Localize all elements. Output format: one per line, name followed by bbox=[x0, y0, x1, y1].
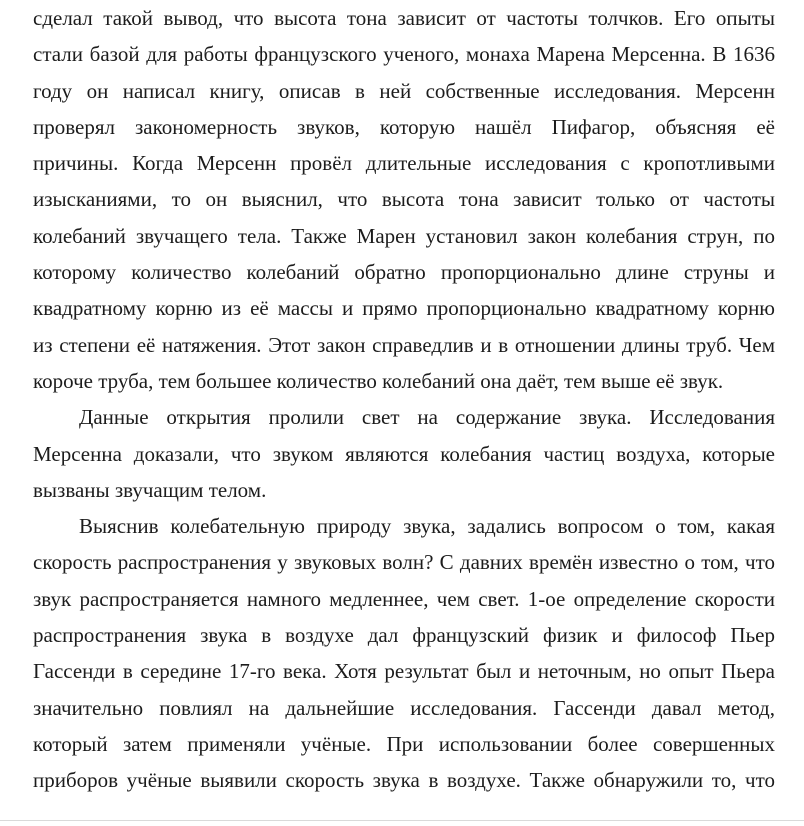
text-line: Мерсенна доказали, что звуком являются колебания частиц воздуха, которые bbox=[33, 441, 775, 466]
text-line: который затем применяли учёные. При использовании более совершенных bbox=[33, 731, 775, 756]
text-line: проверял закономерность звуков, которую нашёл Пифагор, объясняя её bbox=[33, 114, 775, 139]
text-line: приборов учёные выявили скорость звука в воздухе. Также обнаружили то, что bbox=[33, 768, 775, 793]
text-line: значительно повлиял на дальнейшие исследования. Гассенди давал метод, bbox=[33, 695, 775, 720]
text-line: звук распространяется намного медленнее, чем свет. 1-ое определение скорости bbox=[33, 586, 775, 611]
text-line: году он написал книгу, описав в ней собственные исследования. Мерсенн bbox=[33, 78, 775, 103]
text-line: причины. Когда Мерсенн провёл длительные исследования с кропотливыми bbox=[33, 151, 775, 176]
text-line: скорость распространения у звуковых волн? С давних времён известно о том, что bbox=[33, 550, 775, 575]
text-line: из степени её натяжения. Этот закон справедлив и в отношении длины труб. Чем bbox=[33, 332, 775, 357]
text-line: распространения звука в воздухе дал французский физик и философ Пьер bbox=[33, 623, 775, 648]
paragraph-mersenne bbox=[33, 0, 775, 399]
text-line: изысканиями, то он выяснил, что высота тона зависит только от частоты bbox=[33, 187, 775, 212]
text-line: вызваны звучащим телом. bbox=[33, 477, 267, 502]
text-line: короче труба, тем большее количество колебаний она даёт, тем выше её звук. bbox=[33, 368, 724, 393]
text-line: Выяснив колебательную природу звука, задались вопросом о том, какая bbox=[79, 514, 775, 539]
text-line: сделал такой вывод, что высота тона зависит от частоты толчков. Его опыты bbox=[33, 6, 775, 30]
text-line: Данные открытия пролили свет на содержание звука. Исследования bbox=[79, 405, 775, 430]
text-line: стали базой для работы французского ученого, монаха Марена Мерсенна. В 1636 bbox=[33, 42, 775, 67]
page-bottom-divider bbox=[0, 820, 804, 821]
text-line: которому количество колебаний обратно пропорционально длине струны и bbox=[33, 260, 775, 285]
document-page bbox=[33, 0, 775, 799]
text-line: колебаний звучащего тела. Также Марен установил закон колебания струн, по bbox=[33, 223, 775, 248]
text-line: квадратному корню из её массы и прямо пропорционально квадратному корню bbox=[33, 296, 775, 321]
text-line: Гассенди в середине 17-го века. Хотя результат был и неточным, но опыт Пьера bbox=[33, 659, 775, 684]
paragraph-discoveries bbox=[33, 399, 775, 508]
paragraph-sound-speed bbox=[33, 508, 775, 798]
